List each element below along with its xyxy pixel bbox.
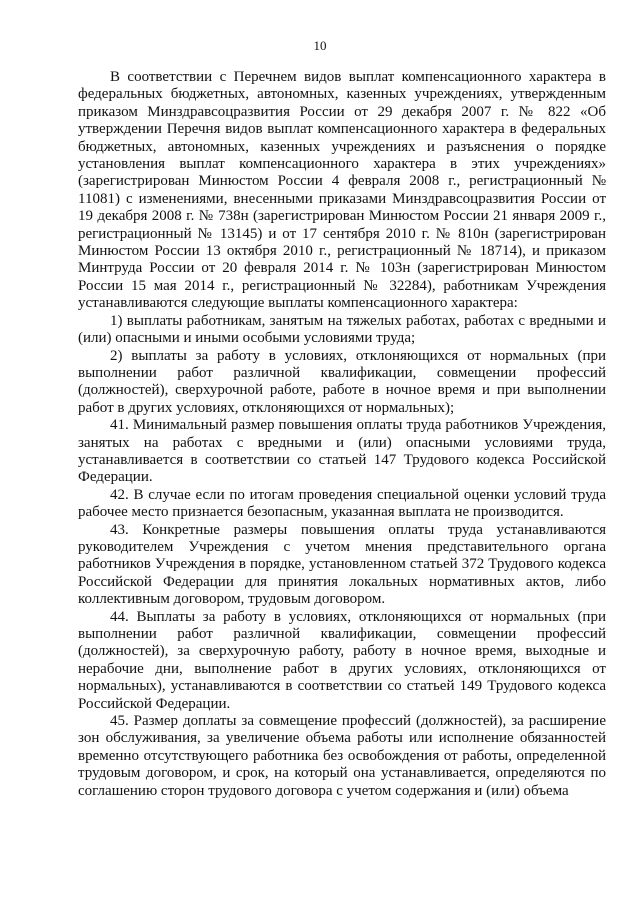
page-number: 10: [313, 38, 327, 53]
paragraph-44: 44. Выплаты за работу в условиях, отклоняющихся от нормальных (при выполнении работ различной квалификации, совмещении профессий (должностей), за сверхурочную работу, работу в ночное время, выходные и нерабочие дни, выполнение работ в других условиях, отклоняющихся от нормальных), устанавливаются в соответствии со статьей 149 Трудового кодекса Российской Федерации.: [78, 608, 606, 712]
paragraph-intro: В соответствии с Перечнем видов выплат компенсационного характера в федеральных бюджетных, автономных, казенных учреждениях, утвержденным приказом Минздравсоцразвития России от 29 декабря 2007 г. № 822 «Об утверждении Перечня видов выплат компенсационного характера в федеральных бюджетных, автономных, казенных учреждениях и разъяснения о порядке установления выплат компенсационного характера в этих учреждениях» (зарегистрирован Минюстом России 4 февраля 2008 г., регистрационный № 11081) с изменениями, внесенными приказами Минздравсоцразвития России от 19 декабря 2008 г. № 738н (зарегистрирован Минюстом России 21 января 2009 г., регистрационный № 13145) и от 17 сентября 2010 г. № 810н (зарегистрирован Минюстом России 13 октября 2010 г., регистрационный № 18714), и приказом Минтруда России от 20 февраля 2014 г. № 103н (зарегистрирован Минюстом России 15 мая 2014 г., регистрационный № 32284), работникам Учреждения устанавливаются следующие выплаты компенсационного характера:: [78, 69, 606, 312]
paragraph-41: 41. Минимальный размер повышения оплаты труда работников Учреждения, занятых на работах с вредными и (или) опасными условиями труда, устанавливается в соответствии со статьей 147 Трудового кодекса Российской Федерации.: [78, 417, 606, 486]
paragraph-45: 45. Размер доплаты за совмещение профессий (должностей), за расширение зон обслуживания, за увеличение объема работы или исполнение обязанностей временно отсутствующего работника без освобождения от работы, определенной трудовым договором, и срок, на который она устанавливается, определяются по соглашению сторон трудового договора с учетом содержания и (или) объема: [78, 713, 606, 799]
paragraph-43: 43. Конкретные размеры повышения оплаты труда устанавливаются руководителем Учреждения с учетом мнения представительного органа работников Учреждения в порядке, установленном статьей 372 Трудового кодекса Российской Федерации для принятия локальных нормативных актов, либо коллективным договором, трудовым договором.: [78, 521, 606, 608]
document-body: [78, 69, 606, 800]
paragraph-item-2: 2) выплаты за работу в условиях, отклоняющихся от нормальных (при выполнении работ различной квалификации, совмещении профессий (должностей), сверхурочной работе, работе в ночное время и при выполнении работ в других условиях, отклоняющихся от нормальных);: [78, 347, 606, 416]
paragraph-item-1: 1) выплаты работникам, занятым на тяжелых работах, работах с вредными и (или) опасными и иными особыми условиями труда;: [78, 312, 606, 347]
paragraph-42: 42. В случае если по итогам проведения специальной оценки условий труда рабочее место признается безопасным, указанная выплата не производится.: [78, 486, 606, 521]
